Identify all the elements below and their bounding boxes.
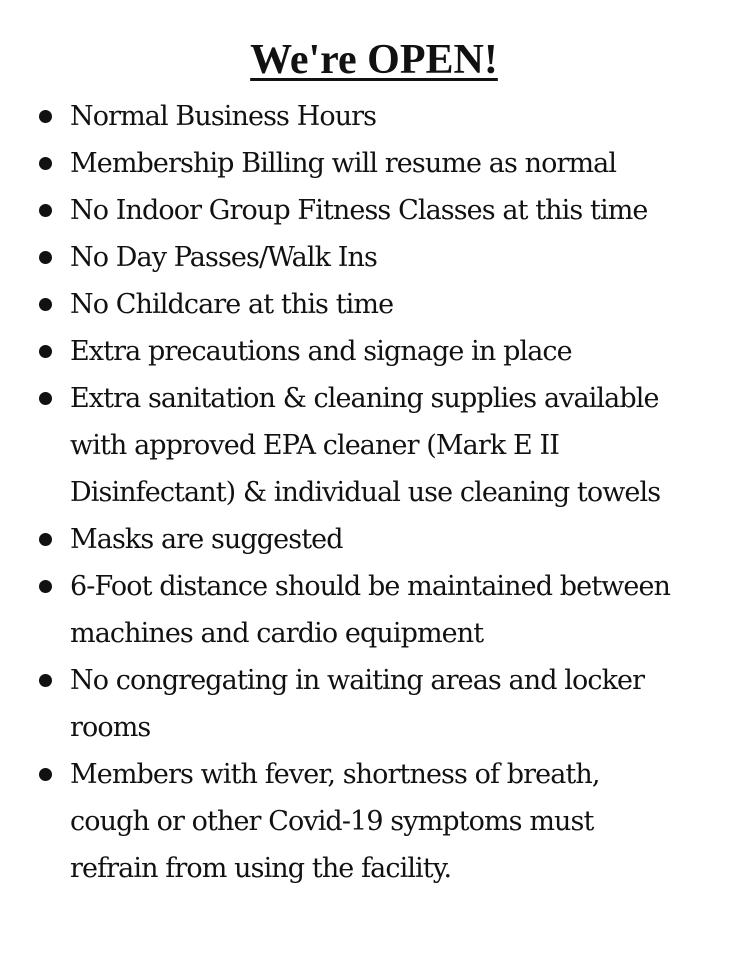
bullet-icon bbox=[39, 345, 52, 358]
list-item bbox=[0, 234, 748, 281]
item-text-line-1: Extra sanitation & cleaning supplies available bbox=[70, 383, 659, 414]
item-text: No Day Passes/Walk Ins bbox=[70, 242, 377, 273]
bullet-icon bbox=[39, 110, 52, 123]
list-item bbox=[0, 328, 748, 375]
item-text: No Childcare at this time bbox=[70, 289, 394, 320]
item-text-line-2: machines and cardio equipment bbox=[70, 618, 484, 649]
bullet-icon bbox=[39, 768, 52, 781]
list-item bbox=[0, 375, 748, 516]
list-item bbox=[0, 140, 748, 187]
bullet-icon bbox=[39, 674, 52, 687]
list-item bbox=[0, 516, 748, 563]
bullet-icon bbox=[39, 251, 52, 264]
list-item bbox=[0, 751, 748, 892]
item-text: Extra precautions and signage in place bbox=[70, 336, 572, 367]
list-item bbox=[0, 187, 748, 234]
bullet-icon bbox=[39, 298, 52, 311]
bullet-icon bbox=[39, 204, 52, 217]
item-text-line-1: 6-Foot distance should be maintained between bbox=[70, 571, 671, 602]
notice-list bbox=[0, 93, 748, 892]
page-title: We're OPEN! bbox=[250, 37, 498, 83]
item-text-line-2: with approved EPA cleaner (Mark E II bbox=[70, 430, 560, 461]
bullet-icon bbox=[39, 392, 52, 405]
bullet-icon bbox=[39, 533, 52, 546]
list-item bbox=[0, 93, 748, 140]
bullet-icon bbox=[39, 157, 52, 170]
item-text-line-1: Members with fever, shortness of breath, bbox=[70, 759, 600, 790]
item-text-line-3: Disinfectant) & individual use cleaning towels bbox=[70, 477, 661, 508]
item-text-line-2: cough or other Covid-19 symptoms must bbox=[70, 806, 594, 837]
item-text-line-1: No congregating in waiting areas and locker bbox=[70, 665, 645, 696]
item-text-line-2: rooms bbox=[70, 712, 151, 743]
item-text: No Indoor Group Fitness Classes at this time bbox=[70, 195, 648, 226]
list-item bbox=[0, 281, 748, 328]
list-item bbox=[0, 657, 748, 751]
item-text: Membership Billing will resume as normal bbox=[70, 148, 617, 179]
bullet-icon bbox=[39, 580, 52, 593]
item-text-line-3: refrain from using the facility. bbox=[70, 853, 452, 884]
list-item bbox=[0, 563, 748, 657]
item-text: Masks are suggested bbox=[70, 524, 343, 555]
item-text: Normal Business Hours bbox=[70, 101, 377, 132]
